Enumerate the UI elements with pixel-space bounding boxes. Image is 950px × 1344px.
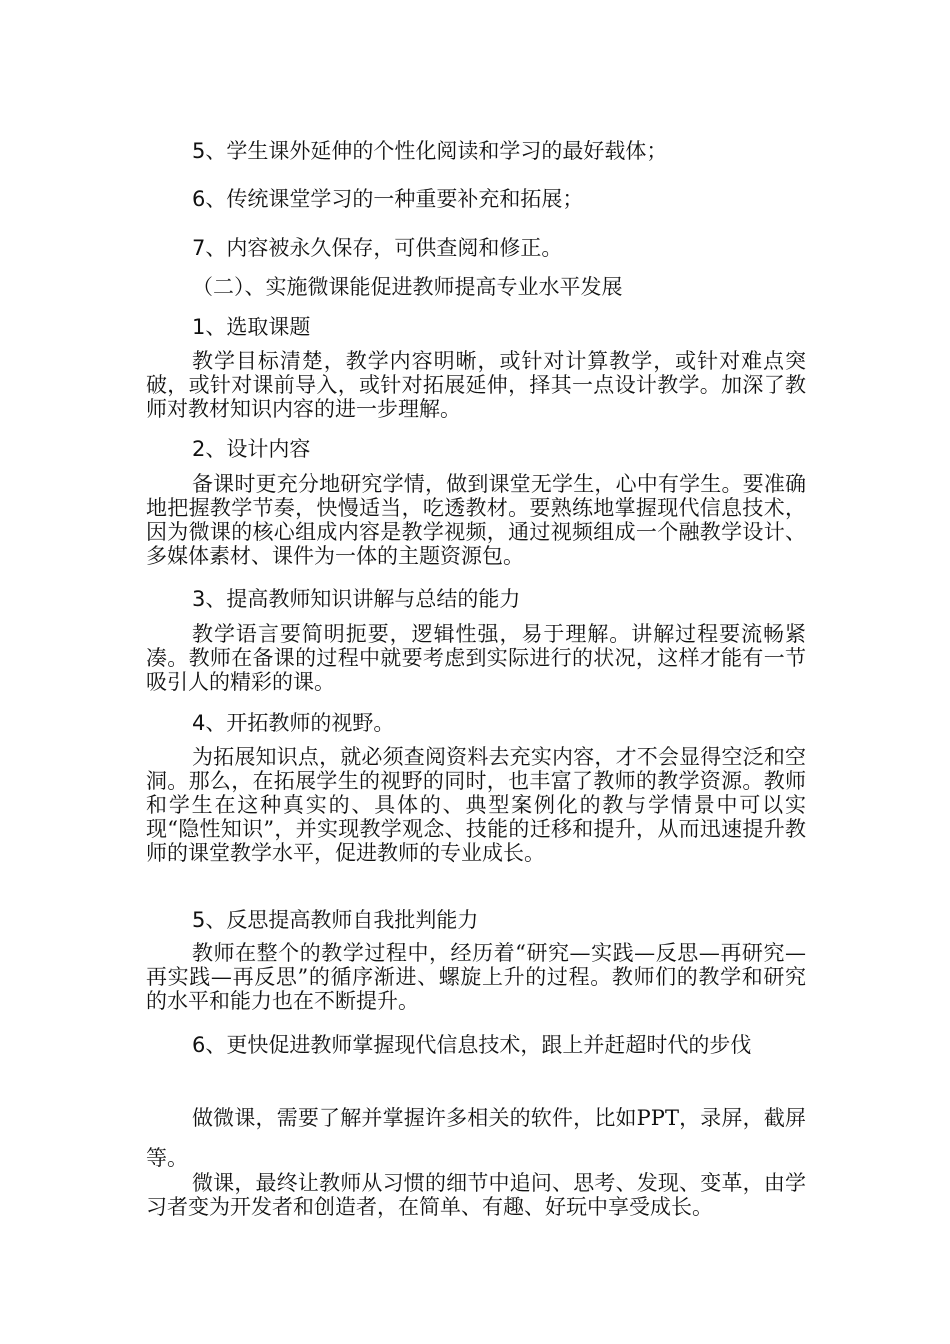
subsection-heading-3: 3、提高教师知识讲解与总结的能力	[192, 587, 521, 611]
subsection-heading-4: 4、开拓教师的视野。	[192, 711, 395, 735]
subsection-heading-6: 6、更快促进教师掌握现代信息技术，跟上并赶超时代的步伐	[192, 1033, 752, 1057]
subsection-body-5: 教师在整个的教学过程中，经历着“研究—实践—反思—再研究—再实践—再反思”的循序渐进、螺旋上升的过程。教师们的教学和研究的水平和能力也在不断提升。	[146, 941, 806, 1013]
list-item-7: 7、内容被永久保存，可供查阅和修正。	[192, 236, 563, 260]
closing-paragraph: 微课，最终让教师从习惯的细节中追问、思考、发现、变革，由学习者变为开发者和创造者，在简单、有趣、好玩中享受成长。	[146, 1171, 806, 1219]
subsection-body-1: 教学目标清楚，教学内容明晰，或针对计算教学，或针对难点突破，或针对课前导入，或针对拓展延伸，择其一点设计教学。加深了教师对教材知识内容的进一步理解。	[146, 349, 806, 421]
subsection-heading-2: 2、设计内容	[192, 437, 311, 461]
subsection-body-4: 为拓展知识点，就必须查阅资料去充实内容，才不会显得空泛和空洞。那么，在拓展学生的视野的同时，也丰富了教师的教学资源。教师和学生在这种真实的、具体的、典型案例化的教与学情景中可以实现“隐性知识”，并实现教学观念、技能的迁移和提升，从而迅速提升教师的课堂教学水平，促进教师的专业成长。	[146, 745, 806, 865]
subsection-heading-1: 1、选取课题	[192, 315, 311, 339]
section-heading: （二）、实施微课能促进教师提高专业水平发展	[192, 275, 623, 299]
list-item-6: 6、传统课堂学习的一种重要补充和拓展；	[192, 187, 584, 211]
subsection-body-2: 备课时更充分地研究学情，做到课堂无学生，心中有学生。要准确地把握教学节奏，快慢适当，吃透教材。要熟练地掌握现代信息技术，因为微课的核心组成内容是教学视频，通过视频组成一个融教学设计、多媒体素材、课件为一体的主题资源包。	[146, 472, 806, 568]
list-item-5: 5、学生课外延伸的个性化阅读和学习的最好载体；	[192, 139, 668, 163]
subsection-body-6: 做微课，需要了解并掌握许多相关的软件，比如PPT，录屏，截屏等。	[146, 1106, 806, 1170]
subsection-heading-5: 5、反思提高教师自我批判能力	[192, 908, 479, 932]
subsection-body-3: 教学语言要简明扼要，逻辑性强，易于理解。讲解过程要流畅紧凑。教师在备课的过程中就要考虑到实际进行的状况，这样才能有一节吸引人的精彩的课。	[146, 622, 806, 694]
